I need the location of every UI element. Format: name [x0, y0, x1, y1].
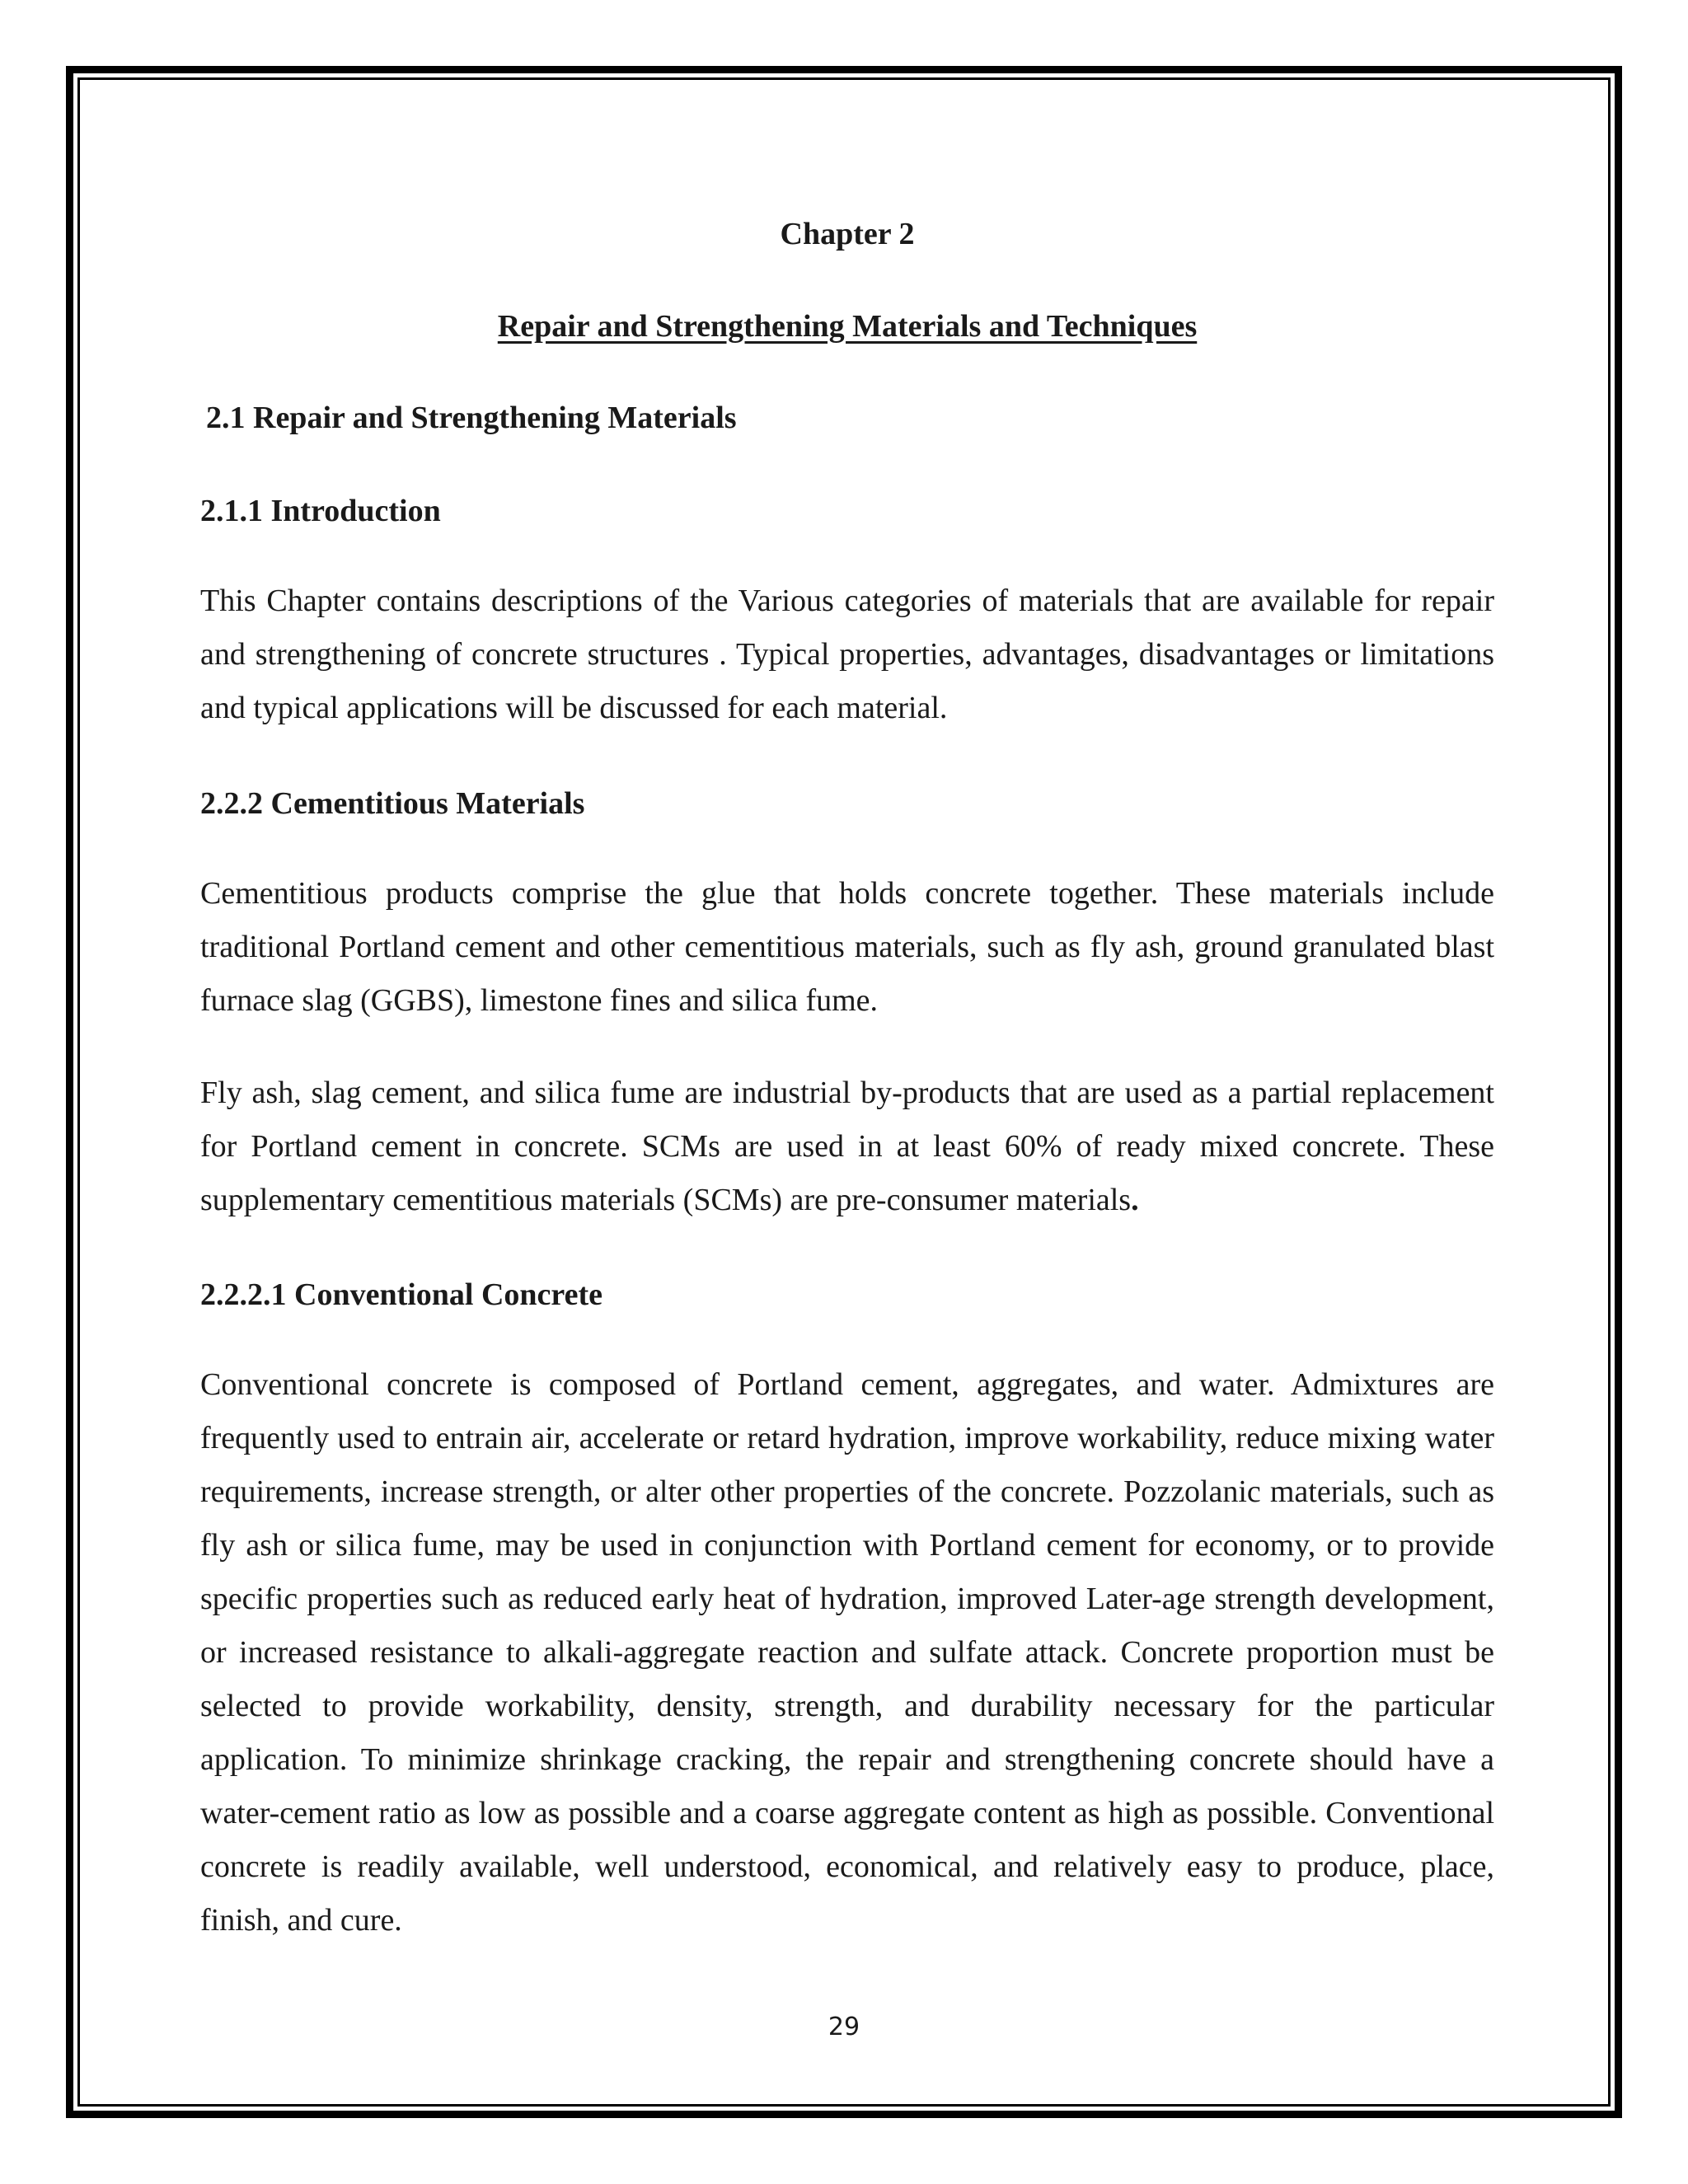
paragraph-cementitious-2-trailing-period: .: [1131, 1183, 1139, 1217]
paragraph-introduction: This Chapter contains descriptions of the Various categories of materials that are available for repair and strengthening of concrete structures . Typical properties, advantages, disadvantages or limitations and typical applications will be discussed for each material.: [200, 583, 1494, 725]
paragraph-cementitious-2: [200, 1066, 1494, 1227]
section-heading-2-2-2-1: 2.2.2.1 Conventional Concrete: [200, 1277, 603, 1312]
paragraph-cementitious-1: Cementitious products comprise the glue that holds concrete together. These materials include traditional Portland cement and other cementitious materials, such as fly ash, ground granulated blast furnace slag (GGBS), limestone fines and silica fume.: [200, 876, 1494, 1018]
chapter-number-label: Chapter 2: [780, 217, 915, 251]
paragraph-cementitious-2-text: Fly ash, slag cement, and silica fume are industrial by-products that are used as a partial replacement for Portland cement in concrete. SCMs are used in at least 60% of ready mixed concrete. These supplementary cementitious materials (SCMs) are pre-consumer materials: [200, 1076, 1494, 1217]
chapter-title: Repair and Strengthening Materials and Techniques: [497, 309, 1198, 344]
section-heading-2-1-1: 2.1.1 Introduction: [200, 494, 441, 528]
page-number: 29: [828, 2013, 860, 2041]
section-heading-2-1: 2.1 Repair and Strengthening Materials: [206, 401, 737, 435]
paragraph-conventional-concrete: Conventional concrete is composed of Portland cement, aggregates, and water. Admixtures are frequently used to entrain air, accelerate or retard hydration, improve workability, reduce mixing water requirements, increase strength, or alter other properties of the concrete. Pozzolanic materials, such as fly ash or silica fume, may be used in conjunction with Portland cement for economy, or to provide specific properties such as reduced early heat of hydration, improved Later-age strength development, or increased resistance to alkali-aggregate reaction and sulfate attack. Concrete proportion must be selected to provide workability, density, strength, and durability necessary for the particular application. To minimize shrinkage cracking, the repair and strengthening concrete should have a water-cement ratio as low as possible and a coarse aggregate content as high as possible. Conventional concrete is readily available, well understood, economical, and relatively easy to produce, place, finish, and cure.: [200, 1367, 1494, 1938]
section-heading-2-2-2: 2.2.2 Cementitious Materials: [200, 786, 585, 821]
